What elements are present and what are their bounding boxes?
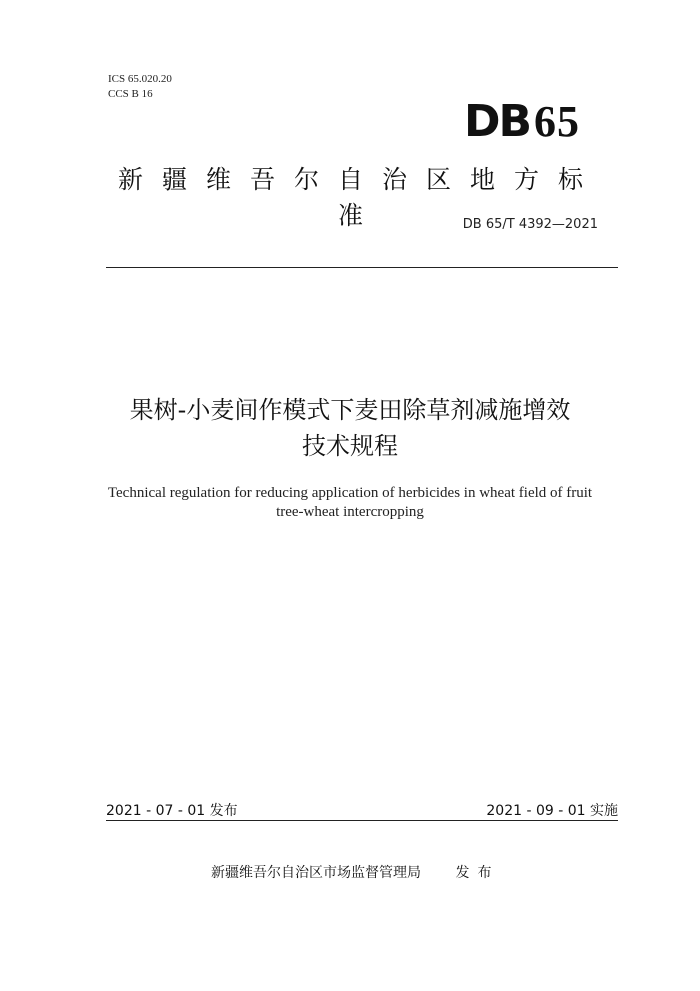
db65-logo [420, 96, 580, 146]
standard-name: 新疆维吾尔自治区地方标准 [117, 165, 602, 230]
issue-date: 2021 - 07 - 01 发布 [106, 803, 238, 819]
chinese-title [80, 392, 620, 464]
logo-letters: DB [463, 95, 530, 147]
publisher-name: 新疆维吾尔自治区市场监督管理局 [211, 865, 421, 881]
chinese-title-line-2: 技术规程 [302, 432, 398, 460]
publisher [211, 862, 499, 882]
bottom-divider [106, 820, 618, 821]
logo-number: 65 [534, 96, 580, 146]
ccs-code: CCS B 16 [108, 88, 153, 100]
implementation-date: 2021 - 09 - 01 实施 [486, 803, 618, 819]
standard-code: DB 65/T 4392—2021 [462, 217, 598, 232]
top-divider [106, 267, 618, 268]
english-title-line-1: Technical regulation for reducing application of herbicides in wheat field of fruit [107, 485, 593, 501]
english-title-line-2: tree-wheat intercropping [276, 504, 424, 520]
chinese-title-line-1: 果树-小麦间作模式下麦田除草剂减施增效 [129, 396, 571, 424]
classification-codes [108, 72, 172, 102]
english-title [90, 484, 610, 522]
publisher-action: 发布 [455, 865, 500, 881]
ics-code: ICS 65.020.20 [108, 73, 172, 85]
